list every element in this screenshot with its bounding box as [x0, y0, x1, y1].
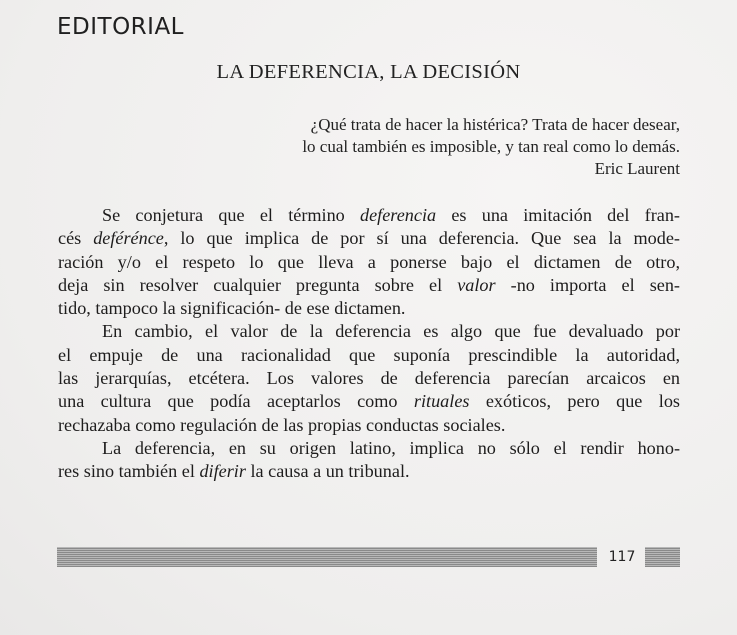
italic-term: deferencia — [360, 205, 437, 225]
paragraph-line — [58, 414, 680, 437]
epigraph-line: lo cual también es imposible, y tan real como lo demás. — [302, 137, 680, 156]
footer-rule-right — [645, 547, 680, 567]
text-run: res sino también el — [58, 461, 200, 482]
text-run: En cambio, el valor de la deferencia es algo que fue devaluado por — [102, 321, 680, 342]
epigraph — [200, 114, 680, 180]
text-run: exóticos, pero que los — [469, 391, 680, 412]
paragraph-line — [58, 320, 680, 343]
page-number: 117 — [608, 549, 636, 565]
epigraph-author: Eric Laurent — [594, 159, 680, 178]
text-run: ración y/o el respeto lo que lleva a ponerse bajo el dictamen de otro, — [58, 251, 680, 272]
text-run: tido, tampoco la significación- de ese dictamen. — [58, 298, 406, 319]
text-run: la causa a un tribunal. — [245, 461, 410, 482]
paragraph-line — [58, 227, 680, 250]
article-body — [58, 204, 680, 484]
paragraph-line — [58, 274, 680, 297]
section-label: EDITORIAL — [57, 14, 184, 40]
text-run: , lo que implica de por sí una deferencia. Que sea la mode- — [163, 228, 680, 249]
text-run: -no importa el sen- — [495, 274, 680, 295]
paragraph-line — [58, 367, 680, 390]
footer-rule-left — [57, 547, 597, 567]
paragraph-line — [58, 204, 680, 227]
text-run: rechazaba como regulación de las propias conductas sociales. — [58, 414, 506, 435]
italic-term: deférénce — [93, 228, 164, 249]
text-run: el empuje de una racionalidad que suponía prescindible la autoridad, — [58, 344, 680, 365]
paragraph-line — [58, 251, 680, 274]
text-run: las jerarquías, etcétera. Los valores de deferencia parecían arcaicos en — [58, 368, 680, 389]
paragraph-line — [58, 297, 680, 320]
paragraph-line — [58, 460, 680, 483]
text-run: deja sin resolver cualquier pregunta sobre el — [58, 274, 458, 295]
text-run: una cultura que podía aceptarlos como — [58, 391, 414, 412]
italic-term: valor — [457, 274, 496, 295]
text-run: cés — [58, 228, 94, 249]
epigraph-line: ¿Qué trata de hacer la histérica? Trata de hacer desear, — [310, 115, 680, 134]
text-run: es una imitación del fran- — [436, 205, 680, 225]
italic-term: diferir — [199, 461, 246, 482]
paragraph-line — [58, 390, 680, 413]
paragraph-line — [58, 344, 680, 367]
italic-term: rituales — [413, 391, 470, 412]
text-run: Se conjetura que el término — [102, 205, 361, 225]
paragraph-line — [58, 437, 680, 460]
article-title: LA DEFERENCIA, LA DECISIÓN — [216, 61, 521, 83]
text-run: La deferencia, en su origen latino, implica no sólo el rendir hono- — [102, 437, 680, 458]
